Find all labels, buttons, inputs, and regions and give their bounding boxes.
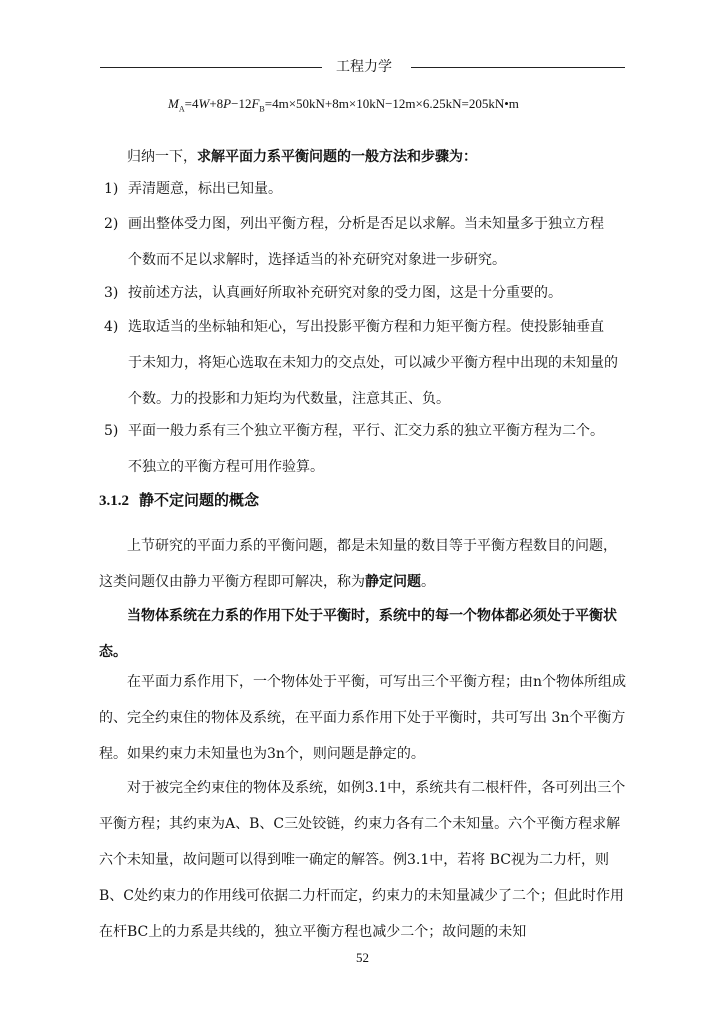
step-continuation: 不独立的平衡方程可用作验算。 <box>128 459 324 475</box>
formula-m-sub: A <box>178 104 185 114</box>
step-text: 画出整体受力图，列出平衡方程，分析是否足以求解。当未知量多于独立方程 <box>128 216 604 232</box>
formula-p: P <box>223 96 232 111</box>
step-number: 2) <box>104 216 119 232</box>
step-1 <box>104 171 628 207</box>
formula-part3: −12 <box>231 96 252 111</box>
formula-w: W <box>198 96 210 111</box>
step-3 <box>104 275 628 311</box>
step-text: 平面一般力系有三个独立平衡方程，平行、汇交力系的独立平衡方程为二个。 <box>128 423 604 439</box>
paragraph-plane-force: 在平面力系作用下，一个物体处于平衡，可写出三个平衡方程；由n个物体所组成的、完全约束住的物体及系统，在平面力系作用下处于平衡时，共可写出 3n个平衡方程。如果约束力未知量也为3n个，则问题是静定的。 <box>99 674 627 762</box>
step-2 <box>104 206 628 278</box>
section-heading <box>99 489 259 510</box>
formula-m: M <box>168 96 179 111</box>
formula-f: F <box>251 96 260 111</box>
p1-bold-term: 静定问题 <box>365 574 421 590</box>
step-continuation: 于未知力，将矩心选取在未知力的交点处，可以减少平衡方程中出现的未知量的个数。力的投影和力矩均为代数量，注意其正、负。 <box>128 355 618 407</box>
step-text: 选取适当的坐标轴和矩心，写出投影平衡方程和力矩平衡方程。使投影轴垂直 <box>128 319 604 335</box>
section-number: 3.1.2 <box>99 493 129 509</box>
formula-f-sub: B <box>259 104 265 114</box>
summary-bold: 求解平面力系平衡问题的一般方法和步骤为： <box>197 149 477 165</box>
formula-part1: =4 <box>184 96 199 111</box>
formula-part2: +8 <box>209 96 224 111</box>
step-continuation: 个数而不足以求解时，选择适当的补充研究对象进一步研究。 <box>128 252 506 268</box>
header-rule-right <box>411 67 625 68</box>
step-number: 5) <box>104 423 119 439</box>
step-number: 4) <box>104 319 119 335</box>
header-title: 工程力学 <box>336 59 392 75</box>
summary-prefix: 归纳一下， <box>127 149 197 165</box>
step-5 <box>104 413 628 485</box>
p1-end: 。 <box>421 574 435 590</box>
step-text: 弄清题意，标出已知量。 <box>128 181 282 197</box>
header-rule-left <box>100 67 322 68</box>
page-number: 52 <box>356 950 369 965</box>
formula-part4: =4m×50kN+8m×10kN−12m×6.25kN=205kN•m <box>264 96 519 111</box>
paragraph-constrained-system: 对于被完全约束住的物体及系统，如例3.1中，系统共有二根杆件，各可列出三个平衡方程；其约束为A、B、C三处铰链，约束力各有二个未知量。六个平衡方程求解六个未知量，故问题可以得到唯一确定的解答。例3.1中，若将 BC视为二力杆，则B、C处约束力的作用线可依据二力杆而定，约束力的未知量减少了二个；但此时作用在杆BC上的力系是共线的，独立平衡方程也减少二个；故问题的未知 <box>99 780 626 940</box>
paragraph-bold-principle: 当物体系统在力系的作用下处于平衡时，系统中的每一个物体都必须处于平衡状态。 <box>99 608 617 660</box>
paragraph-statically-determinate <box>99 528 627 600</box>
moment-formula <box>168 96 519 114</box>
step-text: 按前述方法，认真画好所取补充研究对象的受力图，这是十分重要的。 <box>128 285 562 301</box>
step-4 <box>104 309 628 417</box>
summary-paragraph <box>99 139 627 175</box>
step-number: 3) <box>104 285 119 301</box>
running-header <box>100 56 625 76</box>
section-title: 静不定问题的概念 <box>139 491 260 509</box>
p1-text: 上节研究的平面力系的平衡问题，都是未知量的数目等于平衡方程数目的问题，这类问题仅由静力平衡方程即可解决，称为 <box>99 538 617 590</box>
step-number: 1) <box>104 181 119 197</box>
